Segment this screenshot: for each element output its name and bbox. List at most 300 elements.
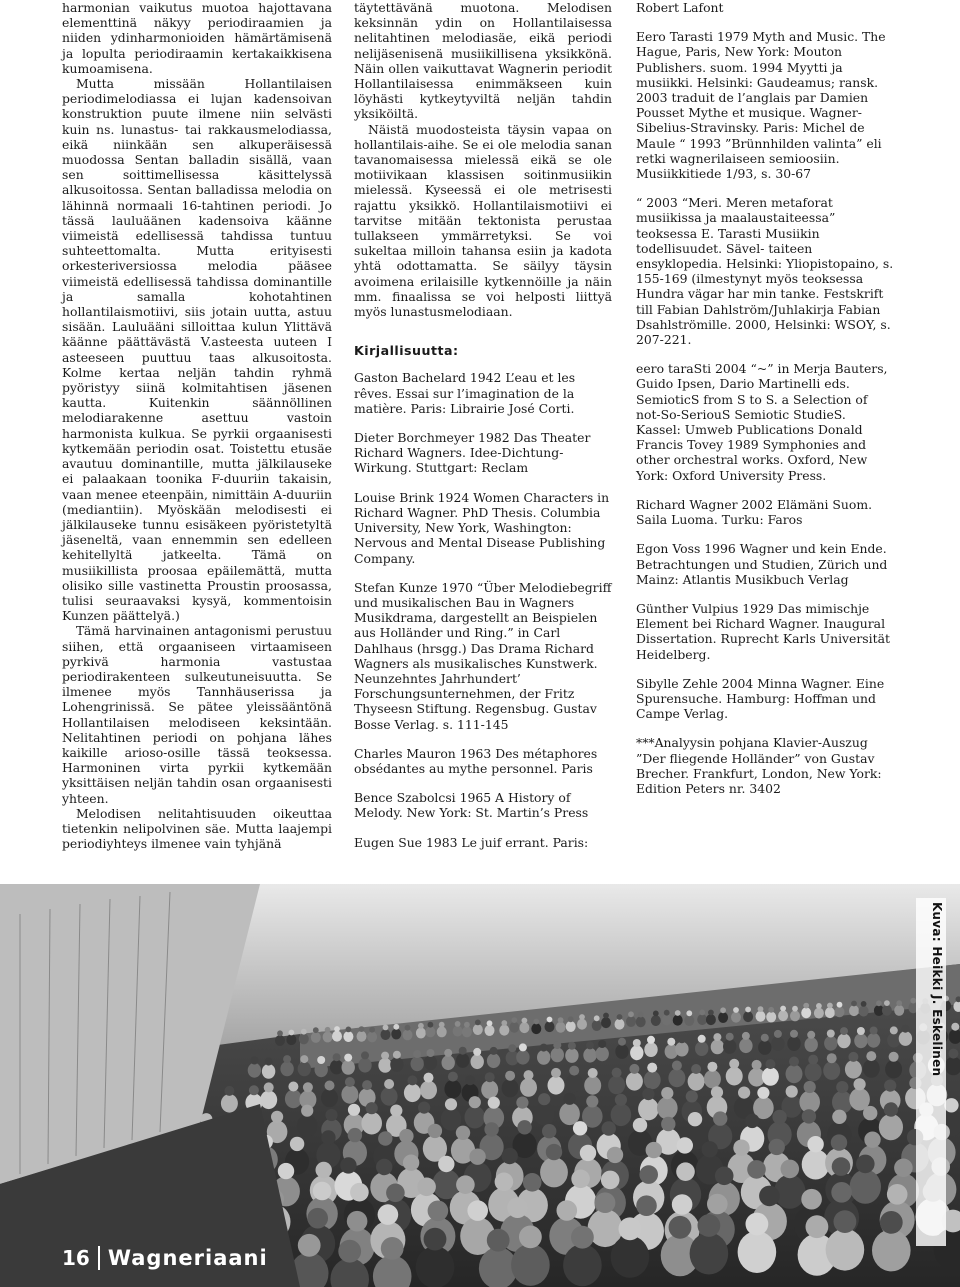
- audience-member-body: [248, 1063, 261, 1078]
- audience-member-head: [646, 1142, 662, 1158]
- audience-member-head: [715, 1167, 734, 1186]
- audience-member-head: [428, 1201, 449, 1222]
- audience-member-body: [424, 1055, 437, 1070]
- audience-member-head: [638, 1012, 644, 1018]
- audience-member-body: [786, 1065, 803, 1084]
- audience-member-head: [278, 1163, 294, 1179]
- audience-member-head: [362, 1080, 372, 1090]
- audience-member-head: [633, 1118, 647, 1132]
- audience-member-body: [511, 1244, 550, 1286]
- audience-member-body: [473, 1024, 483, 1035]
- audience-member-body: [863, 1059, 880, 1078]
- audience-member-body: [315, 1062, 328, 1077]
- audience-member-body: [391, 1029, 401, 1040]
- audience-member-head: [424, 1228, 447, 1251]
- audience-member-head: [517, 1120, 531, 1134]
- audience-member-head: [633, 1039, 641, 1047]
- audience-member-head: [338, 1240, 361, 1263]
- audience-member-head: [290, 1137, 304, 1151]
- audience-member-head: [765, 1059, 775, 1069]
- audience-member-head: [376, 1159, 392, 1175]
- audience-member-head: [390, 1105, 402, 1117]
- audience-member-head: [698, 1214, 721, 1237]
- audience-member-head: [586, 1095, 598, 1107]
- audience-member-body: [540, 1157, 568, 1187]
- audience-member-head: [573, 1121, 587, 1135]
- audience-member-head: [347, 1211, 368, 1232]
- audience-member-head: [880, 1211, 903, 1234]
- audience-member-head: [340, 1157, 356, 1173]
- audience-member-head: [768, 1007, 774, 1013]
- magazine-name: Wagneriaani: [107, 1246, 268, 1270]
- audience-member-head: [464, 1022, 470, 1028]
- audience-member-head: [772, 1110, 786, 1124]
- audience-member-head: [781, 1160, 800, 1179]
- audience-member-head: [708, 1010, 714, 1016]
- audience-member-head: [524, 1070, 534, 1080]
- audience-member-body: [534, 1103, 555, 1126]
- audience-member-head: [864, 1132, 880, 1148]
- audience-member-head: [884, 1000, 890, 1006]
- audience-member-body: [885, 1060, 902, 1079]
- audience-member-head: [488, 1097, 500, 1109]
- audience-member-body: [416, 1246, 455, 1287]
- audience-member-head: [407, 1075, 417, 1085]
- audience-member-body: [801, 1007, 811, 1018]
- audience-member-head: [283, 1055, 291, 1063]
- audience-member-head: [720, 1007, 726, 1013]
- audience-member-head: [894, 1159, 913, 1178]
- audience-member-head: [224, 1086, 234, 1096]
- audience-member-body: [275, 1035, 285, 1046]
- audience-member-body: [548, 1076, 565, 1095]
- audience-member-head: [851, 1001, 857, 1007]
- audience-member-head: [448, 1072, 458, 1082]
- audience-member-body: [704, 1070, 721, 1089]
- audience-member-head: [417, 1178, 436, 1197]
- audience-member-head: [265, 1058, 273, 1066]
- audience-member-head: [393, 1051, 401, 1059]
- audience-member-head: [473, 1048, 481, 1056]
- audience-member-body: [601, 1017, 611, 1028]
- audience-member-head: [313, 1027, 319, 1033]
- audience-member-body: [462, 1027, 472, 1038]
- audience-member-body: [499, 1025, 509, 1036]
- audience-member-body: [330, 1060, 343, 1075]
- audience-member-head: [816, 1003, 822, 1009]
- audience-member-body: [596, 1046, 609, 1061]
- audience-member-body: [690, 1233, 729, 1275]
- paragraph: täytettävänä muotona. Melodisen keksinnän ydin on Hollantilaisessa nelitahtinen melodiasäe, eikä periodi nelijäsenisenä musiikillisena yksikkönä. Näin ollen vaikuttavat Wagnerin periodit Hollantilaisessa enimmäkseen kuin löyhästi kytkeytyviltä neljän tahdin yksiköiltä.: [354, 0, 612, 122]
- audience-member-head: [742, 1032, 750, 1040]
- audience-member-head: [786, 1085, 798, 1097]
- bibliography-entry: Egon Voss 1996 Wagner und kein Ende. Betrachtungen und Studien, Zürich und Mainz: Atlantis Musikbuch Verlag: [636, 541, 888, 587]
- audience-member-body: [766, 1012, 776, 1023]
- audience-member-body: [611, 1104, 632, 1127]
- audience-member-head: [456, 1126, 470, 1140]
- audience-member-body: [657, 1097, 678, 1120]
- audience-member-head: [713, 1111, 727, 1125]
- audience-member-head: [598, 1040, 606, 1048]
- audience-member-body: [342, 1060, 355, 1075]
- audience-member-body: [516, 1050, 529, 1065]
- audience-member-body: [814, 1008, 824, 1019]
- audience-member-body: [285, 1090, 302, 1109]
- audience-member-body: [675, 1042, 688, 1057]
- audience-member-body: [778, 1010, 788, 1021]
- bibliography-entry: Louise Brink 1924 Women Characters in Richard Wagner. PhD Thesis. Columbia University, New York, Washington: Nervous and Mental Disease Publishing Company.: [354, 489, 610, 566]
- bibliography-entry: Bence Szabolcsi 1965 A History of Melody. New York: St. Martin’s Press: [354, 790, 589, 821]
- audience-member-head: [827, 1030, 835, 1038]
- bibliography-entry: Eugen Sue 1983 Le juif errant. Paris:: [354, 834, 589, 850]
- audience-member-head: [619, 1217, 642, 1240]
- audience-member-head: [571, 1170, 590, 1189]
- audience-member-body: [332, 1031, 342, 1042]
- audience-member-head: [618, 1038, 626, 1046]
- audience-member-head: [300, 1055, 308, 1063]
- audience-member-head: [540, 1044, 548, 1052]
- audience-member-body: [453, 1026, 463, 1037]
- audience-member-head: [889, 1052, 899, 1062]
- page-footer: [62, 1240, 268, 1276]
- audience-member-head: [317, 1056, 325, 1064]
- audience-member-head: [836, 1081, 848, 1093]
- audience-member-head: [271, 1111, 283, 1123]
- audience-member-body: [832, 1091, 853, 1114]
- audience-member-head: [702, 1141, 718, 1157]
- audience-member-head: [345, 1077, 355, 1087]
- audience-member-head: [832, 1110, 846, 1124]
- audience-member-body: [444, 1080, 461, 1099]
- audience-member-head: [837, 1002, 843, 1008]
- audience-member-body: [403, 1030, 413, 1041]
- audience-member-body: [361, 1112, 382, 1135]
- audience-member-body: [835, 1007, 845, 1018]
- audience-member-body: [854, 1033, 867, 1048]
- audience-member-body: [644, 1042, 657, 1057]
- audience-member-head: [522, 1018, 528, 1024]
- audience-member-body: [425, 1027, 435, 1038]
- audience-member-body: [638, 1098, 659, 1121]
- audience-member-head: [519, 1226, 542, 1249]
- audience-member-head: [951, 1023, 959, 1031]
- audience-member-head: [487, 1229, 510, 1252]
- audience-member-head: [848, 1052, 858, 1062]
- audience-member-body: [357, 1031, 367, 1042]
- photo-credit: Kuva: Heikki J. Eskelinen: [916, 898, 946, 1246]
- audience-member-head: [384, 1079, 394, 1089]
- audience-member-head: [325, 1109, 337, 1121]
- audience-member-head: [738, 1087, 750, 1099]
- bibliography-entry: “ 2003 “Meri. Meren metaforat musiikissa ja maalaustaiteessa” teoksessa E. Tarasti Musiikin todellisuudet. Sävel- taiteen ensyklopedia. Helsinki: Yliopistopaino, s. 155-169 (ilmestynyt myös teoksessa Hundra vägar har min tanke. Festskrift till Fabian Dahlström/Juhlakirja Fabian Dsahlströmille. 2000, Helsinki: WSOY, s. 207-221.: [636, 195, 894, 348]
- audience-member-body: [899, 1031, 912, 1046]
- audience-member-head: [661, 1087, 673, 1099]
- audience-member-head: [511, 1017, 517, 1023]
- audience-member-head: [789, 1057, 799, 1067]
- audience-member-head: [361, 1051, 369, 1059]
- audience-member-head: [688, 1112, 702, 1126]
- audience-member-head: [808, 1055, 818, 1065]
- audience-member-body: [726, 1067, 743, 1086]
- bibliography-entry: Dieter Borchmeyer 1982 Das Theater Richard Wagners. Idee-Dichtung-Wirkung. Stuttgart: Reclam: [354, 430, 591, 476]
- audience-member-head: [485, 1072, 495, 1082]
- audience-member-body: [743, 1011, 753, 1022]
- audience-member-head: [607, 1147, 623, 1163]
- audience-member-head: [831, 1182, 852, 1203]
- audience-member-body: [341, 1085, 358, 1104]
- audience-member-body: [481, 1080, 498, 1099]
- audience-member-head: [533, 1019, 539, 1025]
- audience-member-head: [827, 1053, 837, 1063]
- audience-member-body: [790, 1011, 800, 1022]
- audience-member-body: [487, 1053, 500, 1068]
- audience-member-body: [456, 1053, 469, 1068]
- paragraph: Tämä harvinainen antagonismi perustuu siihen, että orgaaniseen virtaamiseen pyrkivä harmonia vastustaa periodirakenteen sulkeutuneisuutta. Se ilmenee myös Tannhäuserissa ja Lohengrinissä. Se pätee yleissääntönä Hollantilaisen melodiseen keksintään. Nelitahtinen periodi on pohjana lähes kaikille arioso-osille tässä teoksessa. Harmoninen virta pyrkii kytkemään yksittäisen neljän tahdin osan orgaanisesti yhteen.: [62, 623, 332, 806]
- audience-member-body: [706, 1014, 716, 1025]
- audience-member-body: [577, 1019, 587, 1030]
- audience-member-head: [344, 1054, 352, 1062]
- audience-member-body: [298, 1062, 311, 1077]
- audience-member-head: [586, 1041, 594, 1049]
- audience-member-body: [556, 1022, 566, 1033]
- audience-member-head: [418, 1102, 430, 1114]
- audience-member-head: [769, 1139, 785, 1155]
- audience-member-head: [456, 1175, 475, 1194]
- audience-member-head: [672, 1061, 682, 1071]
- audience-member-body: [823, 1061, 840, 1080]
- audience-member-body: [651, 1015, 661, 1026]
- audience-member-head: [313, 1182, 332, 1201]
- audience-member-head: [667, 1038, 675, 1046]
- audience-member-head: [444, 1049, 452, 1057]
- text-column-3: [636, 0, 894, 810]
- audience-member-body: [644, 1071, 661, 1090]
- audience-member-head: [707, 1194, 728, 1215]
- audience-member-head: [558, 1017, 564, 1023]
- audience-member-head: [301, 1029, 307, 1035]
- audience-member-body: [592, 1020, 602, 1031]
- audience-member-head: [519, 1043, 527, 1051]
- audience-member-head: [861, 1001, 867, 1007]
- audience-member-body: [882, 1005, 892, 1016]
- audience-photo-illustration: [0, 884, 960, 1287]
- audience-member-body: [565, 1048, 578, 1063]
- audience-member-head: [538, 1093, 550, 1105]
- audience-member-head: [642, 1088, 654, 1100]
- audience-member-head: [636, 1195, 657, 1216]
- audience-member-head: [686, 1010, 692, 1016]
- bibliography-list: [354, 370, 612, 849]
- audience-member-head: [369, 1027, 375, 1033]
- audience-member-head: [944, 1098, 958, 1112]
- audience-member-body: [711, 1040, 724, 1055]
- audience-member-body: [723, 1039, 736, 1054]
- audience-member-head: [546, 1144, 562, 1160]
- audience-member-body: [626, 1016, 636, 1027]
- audience-member-body: [367, 1032, 377, 1043]
- bibliography-heading: Kirjallisuutta:: [354, 343, 459, 359]
- bibliography-entry: ***Analyysin pohjana Klavier-Auszug ”Der fliegende Holländer” von Gustav Brecher. Frankfurt, London, New York: Edition Peters nr. 3402: [636, 735, 882, 796]
- audience-member-body: [358, 1058, 371, 1073]
- audience-member-head: [508, 1044, 516, 1052]
- audience-member-head: [664, 1010, 670, 1016]
- audience-member-head: [350, 1183, 369, 1202]
- audience-member-head: [691, 1064, 701, 1074]
- audience-member-head: [617, 1014, 623, 1020]
- page-number: 16: [62, 1246, 100, 1270]
- bibliography-entry: Robert Lafont: [636, 0, 724, 15]
- audience-member-head: [745, 1007, 751, 1013]
- audience-member-body: [416, 1028, 426, 1039]
- audience-member-head: [854, 1078, 866, 1090]
- audience-member-head: [759, 1186, 780, 1207]
- audience-member-body: [887, 1033, 900, 1048]
- audience-member-head: [707, 1062, 717, 1072]
- audience-member-body: [420, 1081, 437, 1100]
- audience-member-body: [381, 1087, 398, 1106]
- audience-member-head: [334, 1026, 340, 1032]
- audience-member-body: [756, 1011, 766, 1022]
- bibliography-entry: eero taraSti 2004 “~” in Merja Bauters, Guido Ipsen, Dario Martinelli eds. SemioticS from S to S. a Selection of not-So-SeriouS Semiotic StudieS. Kassel: Umweb Publications Donald Francis Tovey 1989 Symphonies and other orchestral works. Oxford, New York: Oxford University Press.: [636, 361, 888, 483]
- audience-member-head: [418, 1023, 424, 1029]
- audience-member-head: [403, 1155, 419, 1171]
- audience-member-head: [672, 1194, 693, 1215]
- audience-member-head: [346, 1027, 352, 1033]
- audience-member-body: [859, 1006, 869, 1017]
- audience-member-body: [837, 1034, 850, 1049]
- audience-member-head: [475, 1020, 481, 1026]
- audience-member-head: [487, 1020, 493, 1026]
- audience-member-head: [807, 1136, 823, 1152]
- audience-member-head: [746, 1213, 769, 1236]
- audience-member-head: [307, 1208, 328, 1229]
- audience-member-body: [824, 1036, 837, 1051]
- audience-member-head: [676, 1162, 695, 1181]
- audience-member-head: [579, 1014, 585, 1020]
- audience-member-head: [490, 1047, 498, 1055]
- audience-member-body: [485, 1025, 495, 1036]
- audience-member-head: [834, 1210, 857, 1233]
- audience-member-head: [348, 1104, 360, 1116]
- audience-member-body: [519, 1022, 529, 1033]
- audience-member-head: [628, 1011, 634, 1017]
- audience-member-head: [713, 1033, 721, 1041]
- audience-member-head: [827, 1003, 833, 1009]
- audience-member-body: [762, 1067, 779, 1086]
- audience-member-head: [484, 1122, 498, 1136]
- audience-member-head: [569, 1066, 579, 1076]
- audience-member-body: [894, 1005, 904, 1016]
- audience-member-head: [870, 1027, 878, 1035]
- audience-member-head: [733, 1007, 739, 1013]
- audience-member-body: [879, 1114, 903, 1140]
- audience-member-head: [698, 1035, 706, 1043]
- audience-member-head: [603, 1013, 609, 1019]
- audience-member-head: [896, 1000, 902, 1006]
- audience-member-head: [629, 1064, 639, 1074]
- audience-member-body: [299, 1034, 309, 1045]
- audience-member-head: [325, 1081, 335, 1091]
- audience-member-head: [333, 1053, 341, 1061]
- audience-member-head: [675, 1010, 681, 1016]
- audience-member-body: [805, 1037, 818, 1052]
- audience-member-body: [826, 1229, 865, 1271]
- audience-member-head: [884, 1102, 898, 1116]
- audience-member-body: [697, 1014, 707, 1025]
- audience-member-body: [286, 1034, 296, 1045]
- audience-member-head: [831, 1134, 847, 1150]
- audience-member-body: [584, 1076, 601, 1095]
- audience-member-body: [805, 1063, 822, 1082]
- audience-member-body: [583, 1048, 596, 1063]
- audience-member-head: [832, 1157, 851, 1176]
- audience-member-head: [469, 1149, 485, 1165]
- audience-member-body: [758, 1040, 771, 1055]
- audience-member-head: [615, 1094, 627, 1106]
- audience-member-body: [611, 1236, 650, 1278]
- audience-member-body: [441, 1108, 462, 1131]
- audience-member-head: [427, 1049, 435, 1057]
- audience-member-head: [780, 1006, 786, 1012]
- audience-member-head: [612, 1068, 622, 1078]
- audience-member-head: [553, 1041, 561, 1049]
- audience-member-body: [411, 1056, 424, 1071]
- audience-member-head: [802, 1109, 816, 1123]
- audience-member-head: [277, 1030, 283, 1036]
- audience-member-body: [845, 1060, 862, 1079]
- audience-member-head: [249, 1085, 259, 1095]
- audience-member-head: [378, 1204, 399, 1225]
- paragraph: Melodisen nelitahtisuuden oikeuttaa tietenkin nelipolvinen säe. Mutta laajempi periodiyhteys ilmenee vain tyhjänä: [62, 805, 332, 852]
- audience-member-head: [547, 1017, 553, 1023]
- audience-member-head: [678, 1035, 686, 1043]
- audience-member-body: [615, 1019, 625, 1030]
- audience-member-head: [804, 1081, 816, 1093]
- audience-member-head: [774, 1030, 782, 1038]
- bibliography-entry: Charles Mauron 1963 Des métaphores obsédantes au mythe personnel. Paris: [354, 745, 598, 776]
- audience-member-head: [568, 1042, 576, 1050]
- audience-member-body: [566, 1021, 576, 1032]
- audience-member-body: [668, 1069, 685, 1088]
- audience-member-head: [758, 1006, 764, 1012]
- audience-member-body: [221, 1094, 238, 1113]
- audience-member-head: [469, 1096, 481, 1108]
- audience-member-head: [890, 1026, 898, 1034]
- audience-member-head: [747, 1160, 766, 1179]
- audience-member-head: [551, 1068, 561, 1078]
- audience-member-head: [428, 1124, 442, 1138]
- audience-member-body: [297, 1114, 318, 1137]
- audience-member-head: [729, 1059, 739, 1069]
- audience-member-head: [669, 1216, 692, 1239]
- audience-member-body: [849, 1005, 859, 1016]
- audience-member-body: [551, 1048, 564, 1063]
- audience-member-head: [495, 1173, 514, 1192]
- audience-member-body: [321, 1089, 338, 1108]
- audience-member-head: [501, 1020, 507, 1026]
- audience-member-head: [459, 1047, 467, 1055]
- audience-member-body: [378, 1058, 391, 1073]
- audience-member-body: [872, 1229, 911, 1271]
- audience-member-head: [571, 1226, 594, 1249]
- audience-member-head: [366, 1102, 378, 1114]
- audience-member-head: [568, 1016, 574, 1022]
- audience-member-head: [288, 1082, 298, 1092]
- audience-member-head: [595, 1192, 616, 1213]
- audience-member-body: [563, 1244, 602, 1286]
- audience-member-head: [564, 1093, 576, 1105]
- audience-photo: [0, 884, 960, 1287]
